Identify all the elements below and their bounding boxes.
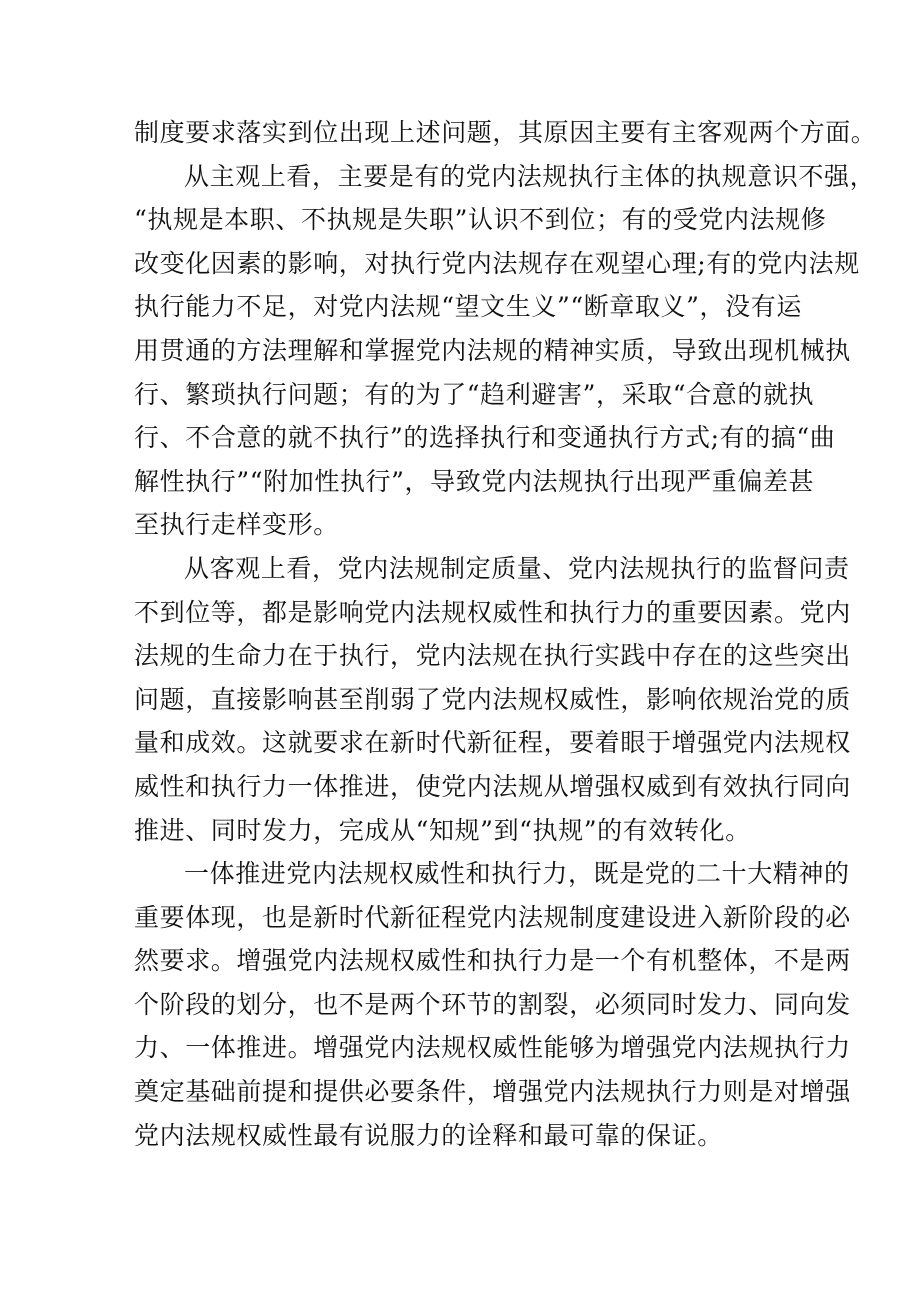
- text-line: 改变化因素的影响，对执行党内法规存在观望心理;有的党内法规: [134, 248, 860, 278]
- text-line: 奠定基础前提和提供必要条件，增强党内法规执行力则是对增强: [134, 1077, 851, 1107]
- paragraph-1: [134, 111, 877, 155]
- paragraph-3: [134, 547, 851, 852]
- text-line: 用贯通的方法理解和掌握党内法规的精神实质，导致出现机械执: [134, 335, 851, 365]
- paragraph-2: [134, 155, 876, 547]
- text-line: 推进、同时发力，完成从“知规”到“执规”的有效转化。: [134, 815, 751, 845]
- text-line: 重要体现，也是新时代新征程党内法规制度建设进入新阶段的必: [134, 902, 851, 932]
- text-line: 行、繁琐执行问题；有的为了“趋利避害”，采取“合意的就执: [134, 379, 815, 409]
- text-line: 党内法规权威性最有说服力的诠释和最可靠的保证。: [134, 1120, 723, 1150]
- text-line: 不到位等，都是影响党内法规权威性和执行力的重要因素。党内: [134, 597, 851, 627]
- text-line: 一体推进党内法规权威性和执行力，既是党的二十大精神的: [184, 859, 850, 889]
- text-line: “执规是本职、不执规是失职”认识不到位；有的受党内法规修: [134, 205, 827, 235]
- paragraph-4: [134, 852, 851, 1157]
- text-line: 至执行走样变形。: [134, 510, 339, 540]
- text-line: 从客观上看，党内法规制定质量、党内法规执行的监督问责: [184, 553, 850, 583]
- text-line: 法规的生命力在于执行，党内法规在执行实践中存在的这些突出: [134, 641, 851, 671]
- text-line: 量和成效。这就要求在新时代新征程，要着眼于增强党内法规权: [134, 728, 851, 758]
- text-line: 问题，直接影响甚至削弱了党内法规权威性，影响依规治党的质: [134, 684, 851, 714]
- text-line: 然要求。增强党内法规权威性和执行力是一个有机整体，不是两: [134, 946, 851, 976]
- text-line: 从主观上看，主要是有的党内法规执行主体的执规意识不强，: [184, 161, 876, 191]
- text-line: 解性执行”“附加性执行”，导致党内法规执行出现严重偏差甚: [134, 466, 815, 496]
- text-line: 威性和执行力一体推进，使党内法规从增强权威到有效执行同向: [134, 771, 851, 801]
- text-line: 制度要求落实到位出现上述问题，其原因主要有主客观两个方面。: [134, 118, 877, 147]
- text-line: 执行能力不足，对党内法规“望文生义”“断章取义”，没有运: [134, 292, 802, 322]
- text-line: 行、不合意的就不执行”的选择执行和变通执行方式;有的搞“曲: [134, 423, 836, 453]
- document-body: [134, 111, 877, 1157]
- text-line: 力、一体推进。增强党内法规权威性能够为增强党内法规执行力: [134, 1033, 851, 1063]
- text-line: 个阶段的划分，也不是两个环节的割裂，必须同时发力、同向发: [134, 989, 851, 1019]
